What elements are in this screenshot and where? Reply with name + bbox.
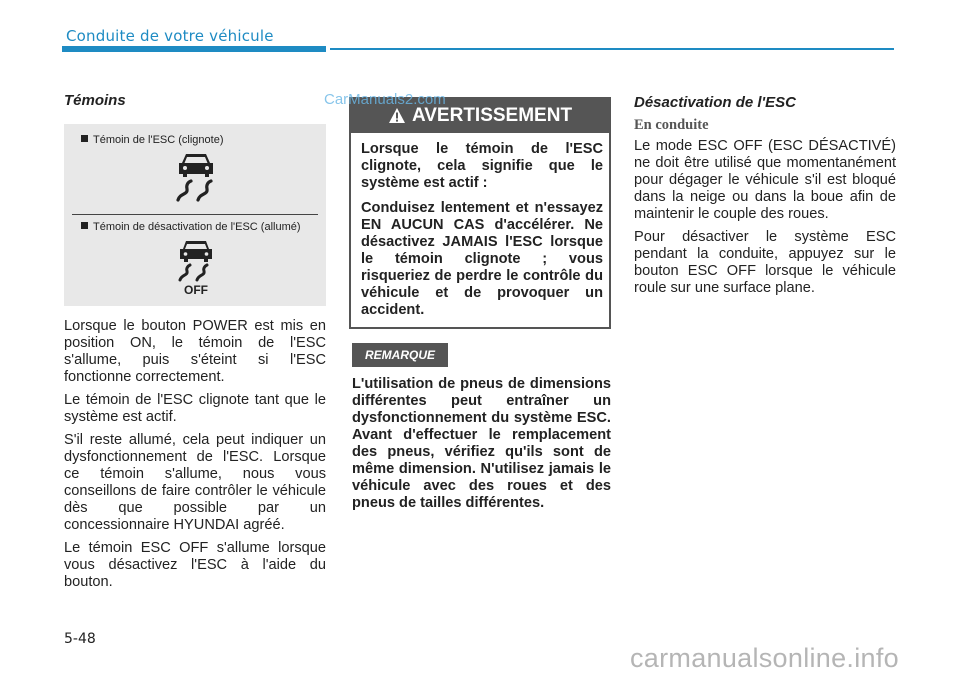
paragraph: S'il reste allumé, cela peut indiquer un dysfonctionnement de l'ESC. Lorsque ce témoin s'allume, nous vous conseillons de faire contrôler le véhicule dès que possible par un concessionnaire HYUNDAI agréé. <box>64 432 326 533</box>
header-rule <box>330 48 894 50</box>
deactivation-text <box>634 138 896 303</box>
deactivation-heading: Désactivation de l'ESC <box>634 94 796 111</box>
indicator-caption-esc-off-text: Témoin de désactivation de l'ESC (allumé) <box>93 221 301 233</box>
section-title: Conduite de votre véhicule <box>66 27 274 45</box>
indicator-caption-esc-off <box>81 221 301 233</box>
paragraph: Le témoin ESC OFF s'allume lorsque vous désactivez l'ESC à l'aide du bouton. <box>64 540 326 590</box>
esc-skid-car-icon <box>174 150 218 202</box>
paragraph: Lorsque le bouton POWER est mis en position ON, le témoin de l'ESC s'allume, puis s'éteint si l'ESC fonctionne correctement. <box>64 318 326 385</box>
watermark-bottom: carmanualsonline.info <box>630 643 899 673</box>
paragraph: Pour désactiver le système ESC pendant la conduite, appuyez sur le bouton ESC OFF lorsque le véhicule roule sur une surface plane. <box>634 229 896 296</box>
panel-divider <box>72 214 318 215</box>
esc-off-label: OFF <box>184 283 208 295</box>
header-accent-bar <box>62 46 326 52</box>
remark-text: L'utilisation de pneus de dimensions différentes peut entraîner un dysfonctionnement du système ESC. Avant d'effectuer le remplacement des pneus, vérifiez qu'ils sont de même dimension. N'utilisez jamais le véhicule avec des roues et des pneus de tailles différentes. <box>352 376 611 511</box>
indicators-heading: Témoins <box>64 92 126 109</box>
page-number: 5-48 <box>64 631 96 647</box>
warning-title: AVERTISSEMENT <box>411 105 573 126</box>
deactivation-subheading: En conduite <box>634 117 709 133</box>
esc-off-car-icon <box>174 239 218 295</box>
bullet-square <box>81 135 88 142</box>
indicators-text <box>64 318 326 597</box>
warning-box <box>349 97 611 329</box>
watermark-top: CarManuals2.com <box>324 91 446 108</box>
warning-triangle-icon <box>388 107 406 124</box>
warning-body <box>361 141 603 327</box>
paragraph: Conduisez lentement et n'essayez EN AUCUN CAS d'accélérer. Ne désactivez JAMAIS l'ESC lorsque le témoin clignote ; vous risqueriez de perdre le contrôle du véhicule et de provoquer un accident. <box>361 200 603 318</box>
paragraph: Le témoin de l'ESC clignote tant que le système est actif. <box>64 392 326 425</box>
paragraph: Lorsque le témoin de l'ESC clignote, cela signifie que le système est actif : <box>361 141 603 191</box>
paragraph: Le mode ESC OFF (ESC DÉSACTIVÉ) ne doit être utilisé que momentanément pour dégager le véhicule s'il est bloqué dans la neige ou dans la boue afin de maintenir le couple des roues. <box>634 138 896 222</box>
indicator-caption-esc <box>81 134 224 146</box>
bullet-square <box>81 222 88 229</box>
indicator-caption-esc-text: Témoin de l'ESC (clignote) <box>93 134 224 146</box>
indicator-panel <box>64 124 326 306</box>
remark-badge: REMARQUE <box>352 343 448 367</box>
